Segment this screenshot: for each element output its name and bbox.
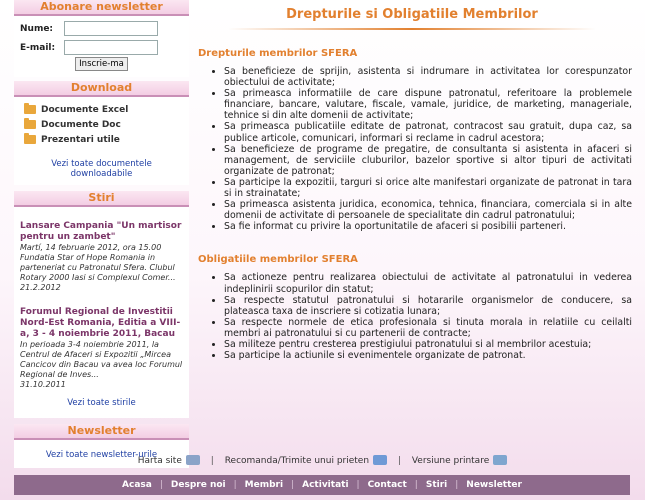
list-item: • Sa militeze pentru cresterea prestigiului patronatului si al membrilor acestuia; (224, 339, 632, 350)
news-item-title[interactable]: Lansare Campania "Un martisor pentru un zambet" (20, 221, 182, 242)
email-input[interactable] (64, 40, 158, 55)
nav-newsletter[interactable]: Newsletter (466, 480, 522, 490)
folder-icon (24, 135, 36, 144)
title-divider (228, 28, 596, 30)
list-item: • Sa respecte normele de etica profesionala si tinuta morala in relatiile cu ceilalti membri ai patronatului si cu partenerii de contracte; (224, 317, 632, 339)
list-item: • Sa beneficieze de programe de pregatire, de consultanta si asistenta in afaceri si management, de serviciile cluburilor, bazelor sportive si altor tipuri de activitati organizate de patronat; (224, 144, 632, 177)
nav-stiri[interactable]: Stiri (425, 480, 448, 490)
recommend-label: Recomanda/Trimite unui prieten (224, 455, 370, 466)
footer-links (0, 455, 645, 466)
name-label: Nume: (20, 23, 54, 34)
news-item-date: 31.10.2011 (20, 380, 66, 389)
nav-separator: | (159, 480, 163, 490)
obligations-list (192, 272, 632, 361)
news-item-text: In perioada 3-4 noiembrie 2011, la Centrul de Afaceri si Expozitii „Mircea Cancicov din Bacau va avea loc Forumul Regional de Inves... (20, 340, 183, 379)
nav-separator: | (233, 480, 237, 490)
print-link[interactable] (412, 456, 507, 466)
sitemap-link[interactable] (138, 456, 200, 466)
printer-icon (493, 455, 507, 465)
newsletter-title: Newsletter (14, 424, 189, 440)
nav-separator: | (291, 480, 295, 490)
all-news-link[interactable]: Vezi toate stirile (67, 398, 136, 408)
list-item: • Sa fie informat cu privire la oportunitatile de afaceri si posibilii parteneri. (224, 221, 632, 232)
list-item: • Sa respecte statutul patronatului si hotararile organismelor de conducere, sa plateasca taxa de inscriere si cotizatia lunara; (224, 295, 632, 317)
envelope-icon (373, 455, 387, 465)
email-row (20, 38, 183, 57)
news-title: Stiri (14, 191, 189, 207)
obligations-title: Obligatiile membrilor SFERA (198, 254, 358, 266)
download-item-label: Prezentari utile (41, 134, 120, 145)
nav-separator: | (356, 480, 360, 490)
news-item[interactable] (16, 307, 187, 390)
rights-list (192, 66, 632, 232)
sidebar (14, 0, 189, 468)
bottom-navigation (14, 475, 630, 495)
download-item-label: Documente Excel (41, 104, 129, 115)
nav-contact[interactable]: Contact (367, 480, 407, 490)
page-title: Drepturile si Obligatiile Membrilor (286, 7, 538, 22)
download-item-doc[interactable] (20, 117, 183, 132)
nav-acasa[interactable]: Acasa (122, 480, 152, 490)
nav-separator: | (414, 480, 418, 490)
list-item: • Sa primeasca publicatiile editate de patronat, contracost sau gratuit, dupa caz, sa publice articole, comunicari, informari si reclame in cadrul acestora; (224, 121, 632, 143)
newsletter-signup-box (14, 0, 189, 77)
news-item-title[interactable]: Forumul Regional de Investitii Nord-Est Romania, Editia a VIII-a, 3 - 4 noiembrie 2011, Bacau (20, 307, 181, 339)
news-box (14, 191, 189, 418)
name-input[interactable] (64, 21, 158, 36)
nav-despre-noi[interactable]: Despre noi (170, 480, 226, 490)
separator: | (210, 455, 214, 466)
download-item-excel[interactable] (20, 102, 183, 117)
newsletter-signup-title: Abonare newsletter (14, 0, 189, 16)
name-row (20, 19, 183, 38)
list-item: • Sa primeasca informatiile de care dispune patronatul, referitoare la problemele financiare, bancare, valutare, fiscale, vamale, juridice, de marketing, manageriale, tehnice si din alte domenii de activitate; (224, 88, 632, 121)
download-title: Download (14, 81, 189, 97)
list-item: • Sa actioneze pentru realizarea obiectului de activitate al patronatului in vederea indeplinirii scopurilor din statut; (224, 272, 632, 294)
list-item: • Sa participe la expozitii, targuri si orice alte manifestari organizate de patronat in tara si in strainatate; (224, 177, 632, 199)
download-box (14, 81, 189, 185)
main-content (192, 0, 632, 361)
download-item-presentations[interactable] (20, 132, 183, 147)
sitemap-label: Harta site (137, 455, 182, 466)
news-item-text: Martí, 14 februarie 2012, ora 15.00 Fundatia Star of Hope Romania in parteneriat cu Patronatul Sfera. Clubul Rotary 2000 Iasi si Complexul Comer... (20, 243, 176, 282)
print-label: Versiune printare (411, 455, 490, 466)
folder-icon (24, 120, 36, 129)
nav-activitati[interactable]: Activitati (302, 480, 349, 490)
email-label: E-mail: (20, 42, 56, 53)
rights-title: Drepturile membrilor SFERA (198, 48, 358, 59)
nav-membri[interactable]: Membri (244, 480, 284, 490)
all-downloads-link[interactable]: Vezi toate documentele downloadabile (51, 159, 152, 179)
subscribe-button[interactable]: Inscrie-ma (75, 57, 128, 71)
sitemap-icon (186, 455, 200, 465)
all-newsletters-link[interactable]: Vezi toate newsletter-urile (45, 450, 158, 460)
folder-icon (24, 105, 36, 114)
recommend-link[interactable] (225, 456, 387, 466)
list-item: • Sa primeasca asistenta juridica, economica, tehnica, financiara, comerciala si in alte domenii de activitate di persoanele de specialitate din cadrul patronatului; (224, 199, 632, 221)
separator: | (397, 455, 401, 466)
news-item[interactable] (16, 221, 187, 293)
news-item-date: 21.2.2012 (20, 283, 61, 292)
list-item: • Sa participe la actiunile si evenimentele organizate de patronat. (224, 350, 632, 361)
nav-separator: | (455, 480, 459, 490)
download-item-label: Documente Doc (41, 119, 121, 130)
list-item: • Sa beneficieze de sprijin, asistenta si indrumare in activitatea lor corespunzator obiectului de activitate; (224, 66, 632, 88)
